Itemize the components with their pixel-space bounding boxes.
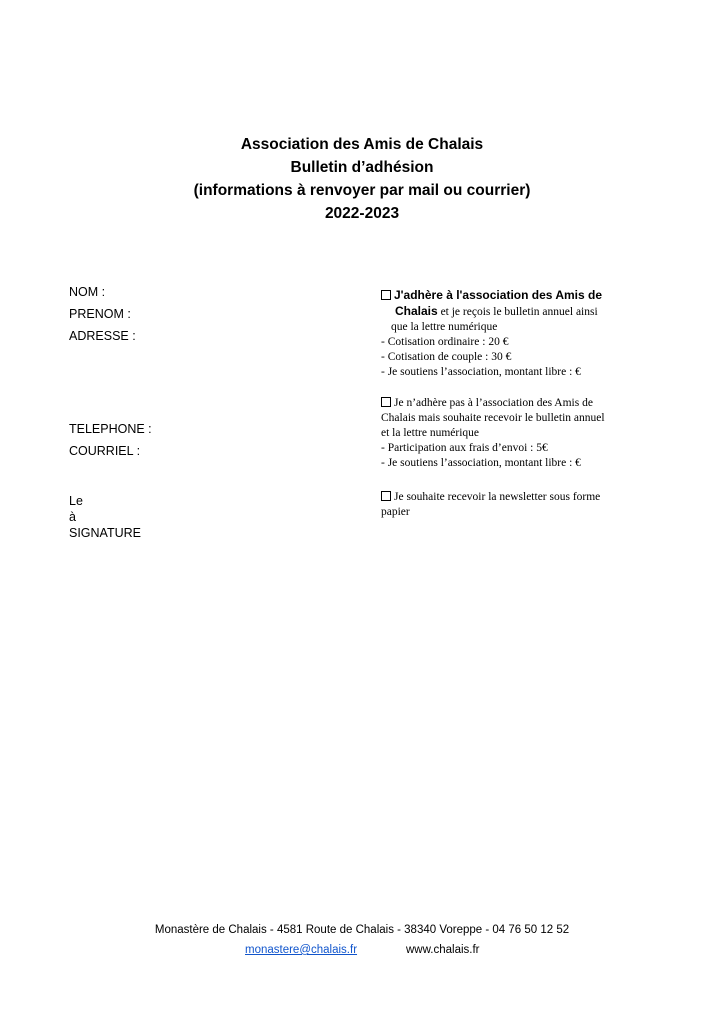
adresse-label: ADRESSE : xyxy=(69,329,136,343)
newsletter-checkbox[interactable] xyxy=(381,491,391,501)
option-membership xyxy=(381,288,681,380)
option-newsletter-paper xyxy=(381,490,681,520)
form-title: Bulletin d’adhésion xyxy=(290,159,434,176)
option3-line1: Je souhaite recevoir la newsletter sous forme xyxy=(394,491,601,503)
page-footer xyxy=(0,920,724,960)
telephone-label: TELEPHONE : xyxy=(69,422,152,436)
prenom-label: PRENOM : xyxy=(69,307,131,321)
option1-title: J'adhère à l'association des Amis de xyxy=(394,288,603,302)
option1-title-cont: Chalais xyxy=(395,304,438,318)
email-link[interactable]: monastere@chalais.fr xyxy=(245,944,358,956)
frais-envoi: - Participation aux frais d’envoi : 5€ xyxy=(381,442,548,454)
le-label: Le xyxy=(69,494,83,508)
option2-line2: Chalais mais souhaite recevoir le bulletin annuel xyxy=(381,412,605,424)
option2-line3: et la lettre numérique xyxy=(381,427,480,439)
soutien-libre: - Je soutiens l’association, montant libre : € xyxy=(381,457,581,469)
courriel-label: COURRIEL : xyxy=(69,444,141,458)
footer-address: Monastère de Chalais - 4581 Route de Chalais - 38340 Voreppe - 04 76 50 12 52 xyxy=(154,924,570,936)
a-label: à xyxy=(69,510,76,524)
option-no-membership xyxy=(381,396,681,471)
form-year: 2022-2023 xyxy=(324,205,400,222)
no-membership-checkbox[interactable] xyxy=(381,397,391,407)
cotisation-ordinaire: - Cotisation ordinaire : 20 € xyxy=(381,336,509,348)
membership-checkbox[interactable] xyxy=(381,290,391,300)
signature-label: SIGNATURE xyxy=(69,526,141,540)
cotisation-couple: - Cotisation de couple : 30 € xyxy=(381,351,512,363)
nom-label: NOM : xyxy=(69,285,106,299)
option1-line3: que la lettre numérique xyxy=(391,321,498,333)
option2-line1: Je n’adhère pas à l’association des Amis de xyxy=(394,397,593,409)
website-text: www.chalais.fr xyxy=(406,944,480,956)
association-title: Association des Amis de Chalais xyxy=(240,136,484,153)
document-header xyxy=(0,133,724,225)
option3-line2: papier xyxy=(381,506,410,518)
form-instructions: (informations à renvoyer par mail ou courrier) xyxy=(193,182,531,199)
cotisation-libre: - Je soutiens l’association, montant libre : € xyxy=(381,366,581,378)
option1-text: et je reçois le bulletin annuel ainsi xyxy=(437,306,598,318)
